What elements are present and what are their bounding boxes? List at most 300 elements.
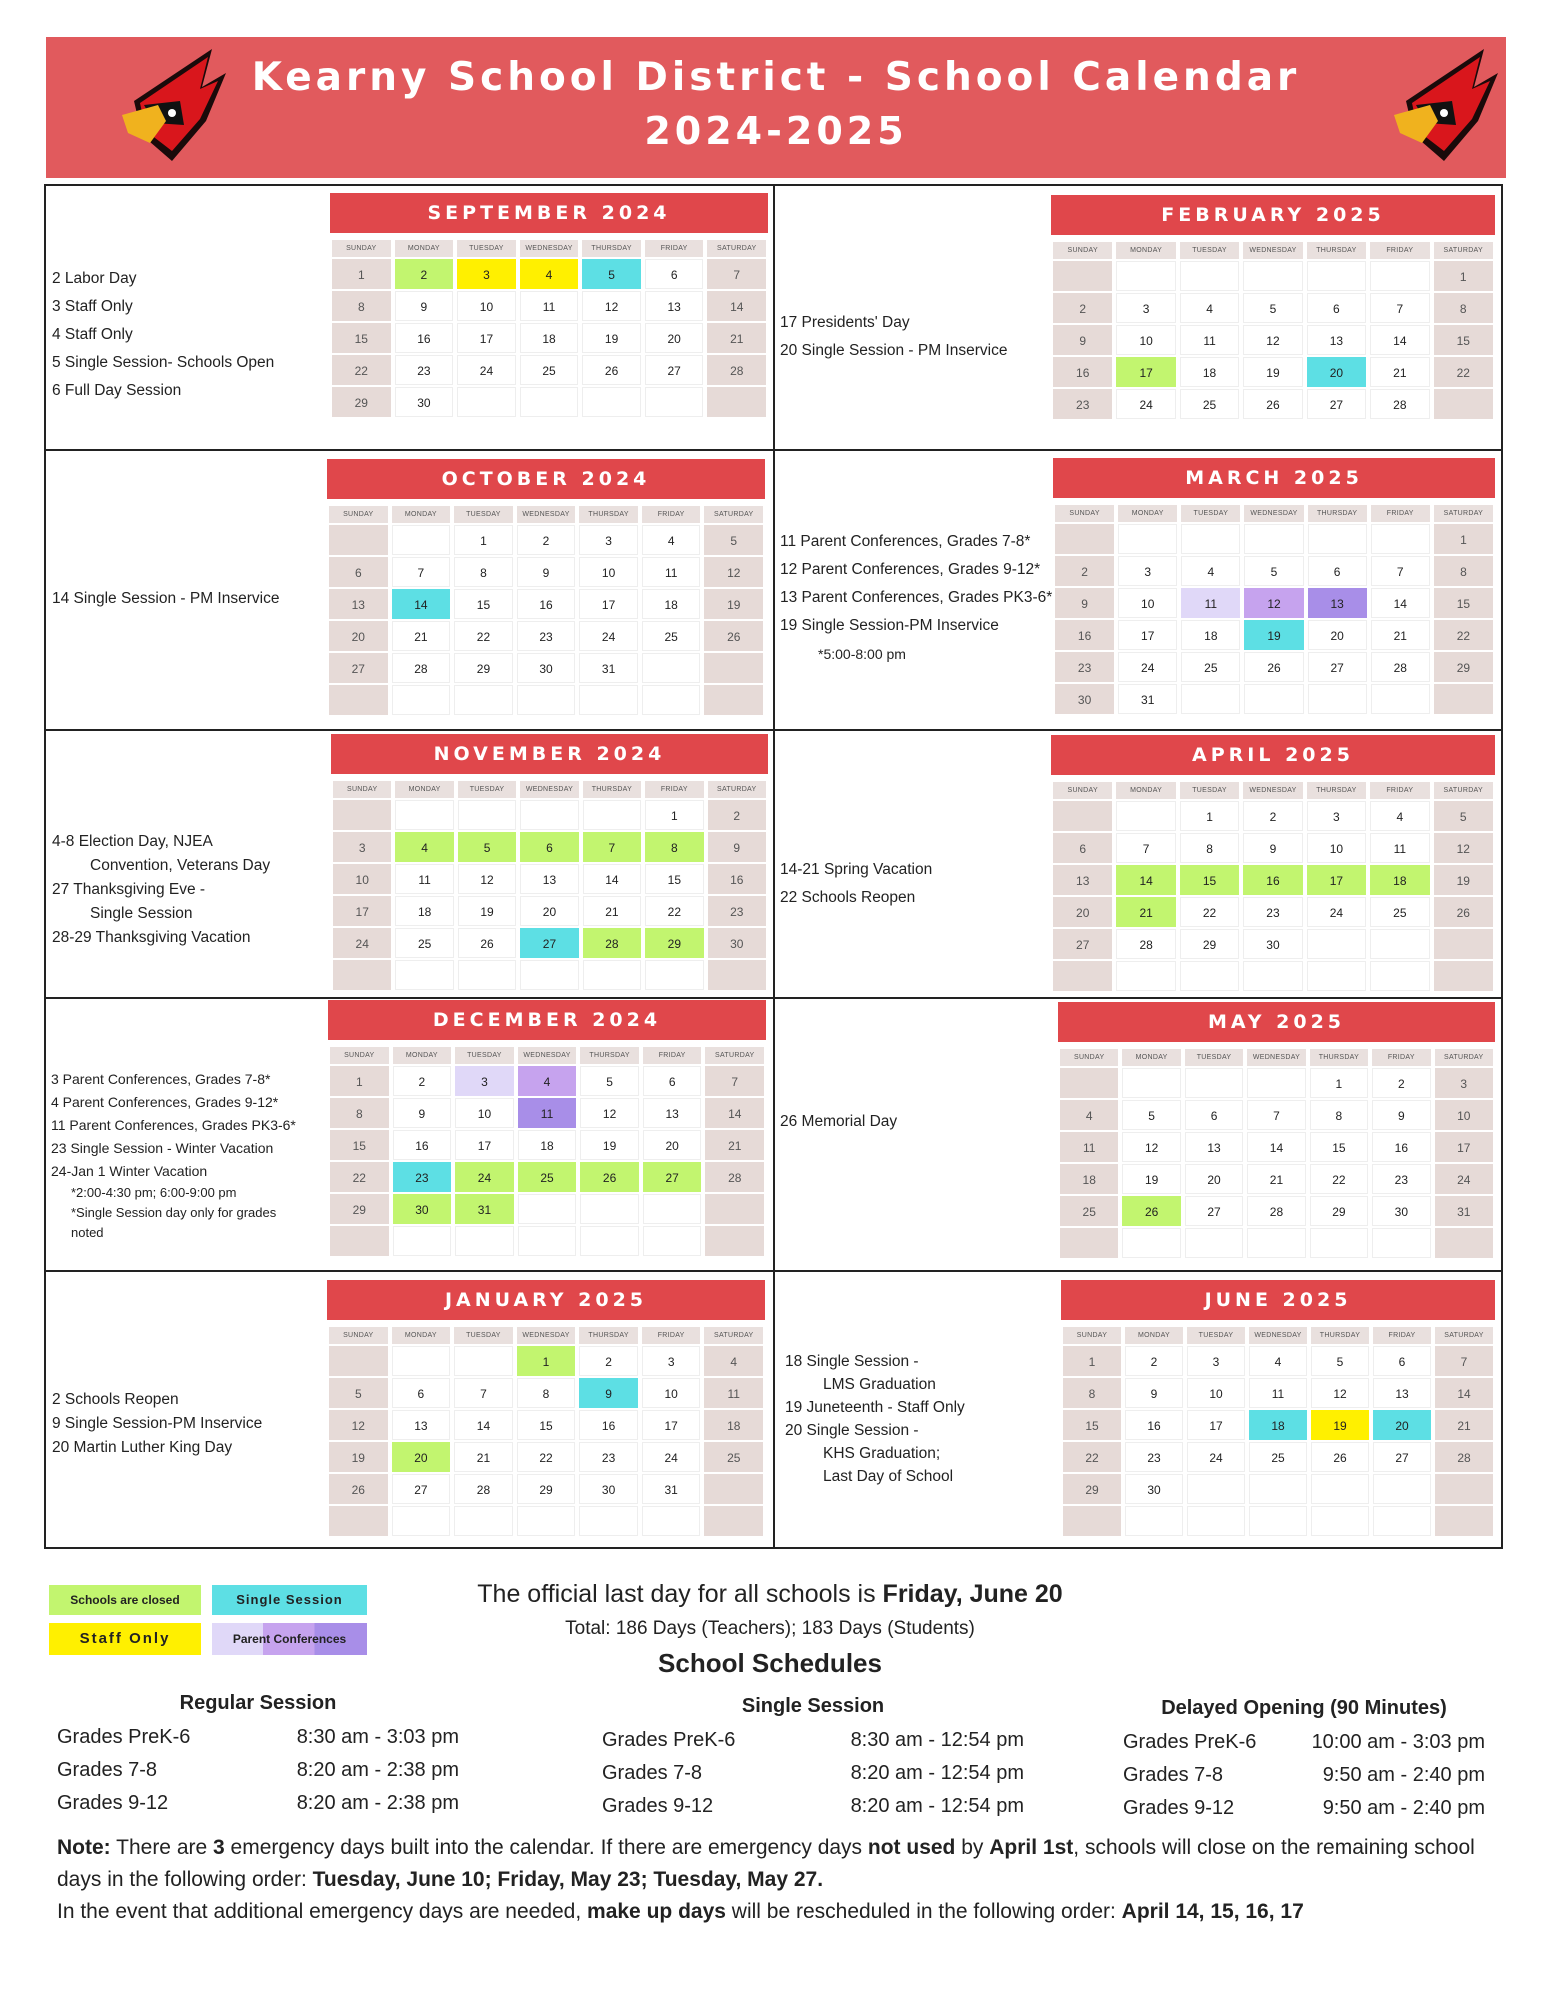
week-row — [330, 259, 768, 289]
note-line: *2:00-4:30 pm; 6:00-9:00 pm — [71, 1185, 237, 1200]
day-cell: 16 — [1243, 865, 1302, 895]
day-cell — [1247, 1068, 1305, 1098]
week-row — [1051, 357, 1495, 387]
week-row — [327, 1442, 765, 1472]
note-line: 2 Schools Reopen — [52, 1391, 179, 1408]
schedule-heading: Regular Session — [179, 1692, 337, 1714]
day-cell: 24 — [642, 1442, 701, 1472]
day-cell — [1053, 261, 1112, 291]
day-cell: 27 — [643, 1162, 702, 1192]
month-may-2025 — [1058, 1002, 1495, 1258]
day-cell: 26 — [1244, 652, 1303, 682]
day-cell — [1370, 929, 1429, 959]
day-cell: 11 — [642, 557, 701, 587]
weekday-label: TUESDAY — [454, 506, 513, 523]
day-cell: 8 — [1063, 1378, 1121, 1408]
day-cell: 25 — [1180, 389, 1239, 419]
day-cell — [1116, 261, 1175, 291]
day-cell: 7 — [583, 832, 641, 862]
day-cell — [705, 1194, 764, 1224]
day-cell: 2 — [1125, 1346, 1183, 1376]
day-cell: 25 — [1181, 652, 1240, 682]
week-row — [1053, 652, 1495, 682]
legend-pc-label: Parent Conferences — [232, 1632, 347, 1646]
day-cell: 25 — [518, 1162, 577, 1192]
day-cell — [329, 1506, 388, 1536]
day-cell: 7 — [1371, 556, 1430, 586]
day-cell: 29 — [330, 1194, 389, 1224]
day-cell: 3 — [642, 1346, 701, 1376]
weekday-label: FRIDAY — [642, 506, 701, 523]
day-cell: 10 — [642, 1378, 701, 1408]
day-cell — [1116, 801, 1175, 831]
day-cell: 12 — [1311, 1378, 1369, 1408]
weekday-label: SUNDAY — [329, 1327, 388, 1344]
weekday-label: TUESDAY — [1187, 1327, 1245, 1344]
day-cell: 18 — [1181, 620, 1240, 650]
day-cell: 24 — [333, 928, 391, 958]
note-bold: 3 — [213, 1836, 225, 1859]
day-cell: 21 — [1371, 620, 1430, 650]
day-cell: 1 — [1063, 1346, 1121, 1376]
weekday-label: SATURDAY — [1434, 505, 1493, 522]
day-cell: 8 — [330, 1098, 389, 1128]
note-line: noted — [71, 1225, 104, 1240]
week-row — [1053, 588, 1495, 618]
day-cell — [1435, 1506, 1493, 1536]
week-row — [331, 928, 768, 958]
week-row — [1058, 1132, 1495, 1162]
day-cell: 24 — [1187, 1442, 1245, 1472]
note-text: will be rescheduled in the following order: — [725, 1900, 1122, 1923]
week-row — [327, 1346, 765, 1376]
day-cell: 19 — [580, 1130, 639, 1160]
day-cell: 28 — [1116, 929, 1175, 959]
day-cell: 29 — [1063, 1474, 1121, 1504]
day-cell: 21 — [392, 621, 451, 651]
day-cell — [454, 1506, 513, 1536]
schedule-row — [57, 1754, 459, 1787]
day-cell: 12 — [1243, 325, 1302, 355]
day-cell — [642, 685, 701, 715]
day-cell: 23 — [1372, 1164, 1430, 1194]
day-cell — [1243, 261, 1302, 291]
day-cell: 10 — [1118, 588, 1177, 618]
day-cell: 29 — [1310, 1196, 1368, 1226]
day-cell — [704, 1506, 763, 1536]
day-cell: 29 — [454, 653, 513, 683]
day-cell: 15 — [517, 1410, 576, 1440]
day-cell: 21 — [707, 323, 766, 353]
day-cell: 21 — [454, 1442, 513, 1472]
note-line: 3 Staff Only — [52, 298, 133, 315]
week-row — [330, 355, 768, 385]
note-bold: not used — [867, 1836, 956, 1859]
day-cell: 18 — [1180, 357, 1239, 387]
day-cell: 17 — [333, 896, 391, 926]
week-row — [327, 653, 765, 683]
note-line: Single Session — [90, 905, 193, 922]
day-cell: 27 — [1185, 1196, 1243, 1226]
day-cell: 22 — [1180, 897, 1239, 927]
day-cell: 22 — [1434, 357, 1493, 387]
day-cell: 23 — [708, 896, 766, 926]
day-cell: 21 — [1116, 897, 1175, 927]
weekday-header-row — [328, 1047, 766, 1064]
day-cell: 16 — [579, 1410, 638, 1440]
day-cell: 28 — [1371, 652, 1430, 682]
day-cell: 13 — [1307, 325, 1366, 355]
day-cell: 19 — [1243, 357, 1302, 387]
day-cell: 16 — [1055, 620, 1114, 650]
weekday-label: MONDAY — [392, 506, 451, 523]
day-cell: 21 — [705, 1130, 764, 1160]
day-cell: 1 — [454, 525, 513, 555]
day-cell: 27 — [1308, 652, 1367, 682]
month-title: DECEMBER 2024 — [328, 1000, 766, 1040]
day-cell — [1307, 961, 1366, 991]
day-cell — [1249, 1474, 1307, 1504]
day-cell: 24 — [579, 621, 638, 651]
weekday-label: THURSDAY — [583, 781, 641, 798]
day-cell: 1 — [332, 259, 391, 289]
day-cell — [455, 1226, 514, 1256]
weekday-label: MONDAY — [1118, 505, 1177, 522]
day-cell: 18 — [395, 896, 453, 926]
day-cell: 26 — [1243, 389, 1302, 419]
day-cell: 20 — [645, 323, 704, 353]
notes-november — [52, 830, 270, 950]
schedule-row — [1123, 1726, 1485, 1759]
day-cell: 16 — [1053, 357, 1112, 387]
weekday-label: THURSDAY — [1311, 1327, 1369, 1344]
day-cell: 22 — [1310, 1164, 1368, 1194]
weekday-label: SATURDAY — [705, 1047, 764, 1064]
note-text: by — [955, 1836, 990, 1859]
day-cell: 31 — [642, 1474, 701, 1504]
day-cell: 16 — [708, 864, 766, 894]
day-cell: 20 — [392, 1442, 451, 1472]
weekday-label: THURSDAY — [579, 1327, 638, 1344]
day-cell: 16 — [1372, 1132, 1430, 1162]
day-cell: 13 — [643, 1098, 702, 1128]
month-october-2024 — [327, 459, 765, 715]
schedule-row — [1123, 1759, 1485, 1792]
note-line: 9 Single Session-PM Inservice — [52, 1415, 263, 1432]
day-cell: 5 — [1122, 1100, 1180, 1130]
day-cell: 27 — [1307, 389, 1366, 419]
day-cell: 13 — [1373, 1378, 1431, 1408]
day-cell: 14 — [1371, 588, 1430, 618]
day-cell — [1063, 1506, 1121, 1536]
day-cell: 19 — [704, 589, 763, 619]
schedule-heading: Single Session — [741, 1695, 885, 1717]
week-row — [1061, 1474, 1495, 1504]
day-cell — [643, 1194, 702, 1224]
day-cell — [392, 1506, 451, 1536]
day-cell: 12 — [704, 557, 763, 587]
day-cell: 8 — [1180, 833, 1239, 863]
day-cell — [1308, 684, 1367, 714]
week-row — [327, 589, 765, 619]
weekday-label: SATURDAY — [1435, 1327, 1493, 1344]
day-cell: 17 — [579, 589, 638, 619]
day-cell: 9 — [1125, 1378, 1183, 1408]
note-line: 20 Martin Luther King Day — [52, 1439, 233, 1456]
day-cell — [1311, 1506, 1369, 1536]
weekday-label: SUNDAY — [333, 781, 391, 798]
day-cell — [583, 960, 641, 990]
month-june-2025 — [1061, 1280, 1495, 1536]
weekday-label: TUESDAY — [454, 1327, 513, 1344]
day-cell: 9 — [1055, 588, 1114, 618]
day-cell: 19 — [458, 896, 516, 926]
day-cell: 4 — [1249, 1346, 1307, 1376]
day-cell: 14 — [1370, 325, 1429, 355]
schedule-row — [602, 1724, 1024, 1757]
day-cell — [1244, 684, 1303, 714]
day-cell: 28 — [392, 653, 451, 683]
day-cell: 2 — [708, 800, 766, 830]
day-cell: 6 — [1373, 1346, 1431, 1376]
day-cell: 14 — [454, 1410, 513, 1440]
day-cell: 29 — [1434, 652, 1493, 682]
day-cell: 26 — [1122, 1196, 1180, 1226]
day-cell: 25 — [520, 355, 579, 385]
week-row — [328, 1226, 766, 1256]
week-row — [1061, 1506, 1495, 1536]
week-row — [1051, 325, 1495, 355]
weekday-header-row — [1051, 242, 1495, 259]
day-cell: 17 — [1187, 1410, 1245, 1440]
note-line: 4-8 Election Day, NJEA — [52, 833, 213, 850]
weekday-label: SATURDAY — [1435, 1049, 1493, 1066]
day-cell: 12 — [582, 291, 641, 321]
day-cell: 4 — [642, 525, 701, 555]
day-cell — [1122, 1228, 1180, 1258]
day-cell — [1435, 1228, 1493, 1258]
day-cell — [1187, 1474, 1245, 1504]
schedule-grade: Grades 9-12 — [1123, 1797, 1235, 1819]
day-cell: 11 — [1249, 1378, 1307, 1408]
day-cell: 30 — [1243, 929, 1302, 959]
day-cell: 25 — [1370, 897, 1429, 927]
day-cell — [520, 387, 579, 417]
day-cell: 15 — [1434, 325, 1493, 355]
note-line: 20 Single Session - — [785, 1422, 919, 1439]
day-cell — [457, 387, 516, 417]
day-cell — [1435, 1474, 1493, 1504]
grid-divider-vertical — [773, 184, 775, 1549]
day-cell: 9 — [517, 557, 576, 587]
day-cell: 27 — [329, 653, 388, 683]
day-cell: 27 — [392, 1474, 451, 1504]
weekday-label: TUESDAY — [1180, 242, 1239, 259]
week-row — [327, 525, 765, 555]
day-cell: 5 — [704, 525, 763, 555]
day-cell: 17 — [457, 323, 516, 353]
day-cell — [333, 800, 391, 830]
day-cell: 5 — [329, 1378, 388, 1408]
week-row — [330, 291, 768, 321]
day-cell: 26 — [1311, 1442, 1369, 1472]
day-cell: 14 — [1247, 1132, 1305, 1162]
day-cell — [704, 1474, 763, 1504]
day-cell — [1373, 1474, 1431, 1504]
day-cell: 2 — [393, 1066, 452, 1096]
month-november-2024 — [331, 734, 768, 990]
day-cell — [330, 1226, 389, 1256]
note-line: 23 Single Session - Winter Vacation — [51, 1140, 274, 1156]
day-cell: 23 — [1055, 652, 1114, 682]
day-cell: 7 — [392, 557, 451, 587]
day-cell: 5 — [582, 259, 641, 289]
day-cell: 29 — [645, 928, 703, 958]
day-cell: 30 — [1125, 1474, 1183, 1504]
notes-june — [785, 1350, 965, 1488]
weekday-label: FRIDAY — [642, 1327, 701, 1344]
weekday-label: THURSDAY — [1310, 1049, 1368, 1066]
schedule-grade: Grades PreK-6 — [1123, 1731, 1257, 1753]
day-cell: 7 — [705, 1066, 764, 1096]
day-cell — [643, 1226, 702, 1256]
week-row — [328, 1098, 766, 1128]
legend-closed-label: Schools are closed — [70, 1593, 180, 1607]
day-cell: 11 — [1060, 1132, 1118, 1162]
month-title: MARCH 2025 — [1053, 458, 1495, 498]
day-cell: 7 — [454, 1378, 513, 1408]
note-line: 5 Single Session- Schools Open — [52, 354, 275, 371]
grid-divider — [44, 729, 1503, 731]
weekday-header-row — [327, 1327, 765, 1344]
day-cell — [1180, 261, 1239, 291]
week-row — [331, 864, 768, 894]
week-row — [1051, 293, 1495, 323]
weekday-label: MONDAY — [395, 781, 453, 798]
schedule-row — [602, 1757, 1024, 1790]
day-cell: 3 — [457, 259, 516, 289]
schedule-time: 8:20 am - 12:54 pm — [850, 1762, 1024, 1784]
weekday-label: THURSDAY — [1307, 782, 1366, 799]
day-cell — [517, 685, 576, 715]
day-cell — [1181, 684, 1240, 714]
note-line: KHS Graduation; — [823, 1445, 941, 1462]
day-cell: 6 — [392, 1378, 451, 1408]
weekday-header-row — [327, 506, 765, 523]
last-day-prefix: The official last day for all schools is — [477, 1580, 883, 1608]
day-cell: 27 — [1373, 1442, 1431, 1472]
day-cell: 19 — [1434, 865, 1493, 895]
weekday-label: SUNDAY — [1063, 1327, 1121, 1344]
day-cell: 4 — [1180, 293, 1239, 323]
day-cell — [1053, 801, 1112, 831]
note-line: *5:00-8:00 pm — [818, 646, 906, 662]
weekday-label: THURSDAY — [580, 1047, 639, 1064]
day-cell — [642, 1506, 701, 1536]
day-cell: 28 — [1247, 1196, 1305, 1226]
day-cell: 1 — [1310, 1068, 1368, 1098]
weekday-label: MONDAY — [1122, 1049, 1180, 1066]
day-cell: 7 — [1370, 293, 1429, 323]
weekday-label: WEDNESDAY — [518, 1047, 577, 1064]
day-cell: 21 — [1370, 357, 1429, 387]
day-cell: 26 — [582, 355, 641, 385]
day-cell: 3 — [333, 832, 391, 862]
day-cell: 9 — [395, 291, 454, 321]
week-row — [1051, 801, 1495, 831]
day-cell — [1370, 261, 1429, 291]
last-day-date: Friday, June 20 — [882, 1580, 1063, 1608]
weekday-header-row — [1053, 505, 1495, 522]
day-cell — [583, 800, 641, 830]
weekday-header-row — [331, 781, 768, 798]
day-cell: 22 — [332, 355, 391, 385]
day-cell: 29 — [517, 1474, 576, 1504]
day-cell: 17 — [455, 1130, 514, 1160]
day-cell: 6 — [645, 259, 704, 289]
month-march-2025 — [1053, 458, 1495, 714]
week-row — [327, 621, 765, 651]
day-cell — [1122, 1068, 1180, 1098]
day-cell — [1370, 961, 1429, 991]
day-cell: 10 — [1116, 325, 1175, 355]
day-cell: 1 — [330, 1066, 389, 1096]
day-cell: 25 — [1249, 1442, 1307, 1472]
day-cell: 30 — [1372, 1196, 1430, 1226]
week-row — [331, 800, 768, 830]
week-row — [1061, 1346, 1495, 1376]
day-cell: 18 — [520, 323, 579, 353]
day-cell: 20 — [1185, 1164, 1243, 1194]
week-row — [331, 896, 768, 926]
note-line: LMS Graduation — [823, 1376, 936, 1393]
schedule-time: 8:30 am - 12:54 pm — [850, 1729, 1024, 1751]
day-cell: 1 — [517, 1346, 576, 1376]
day-cell: 27 — [520, 928, 578, 958]
week-row — [1058, 1100, 1495, 1130]
weekday-label: THURSDAY — [582, 240, 641, 257]
note-line: 28-29 Thanksgiving Vacation — [52, 929, 251, 946]
day-cell: 9 — [1243, 833, 1302, 863]
schedule-grade: Grades PreK-6 — [602, 1729, 736, 1751]
day-cell: 22 — [454, 621, 513, 651]
day-cell: 1 — [645, 800, 703, 830]
day-cell: 13 — [520, 864, 578, 894]
day-cell — [329, 525, 388, 555]
day-cell: 11 — [518, 1098, 577, 1128]
day-cell: 23 — [579, 1442, 638, 1472]
week-row — [1051, 865, 1495, 895]
day-cell: 1 — [1434, 524, 1493, 554]
day-cell: 27 — [645, 355, 704, 385]
day-cell: 22 — [645, 896, 703, 926]
day-cell — [704, 685, 763, 715]
day-cell: 6 — [520, 832, 578, 862]
legend-staff — [49, 1623, 201, 1655]
day-cell: 7 — [1247, 1100, 1305, 1130]
day-cell: 24 — [455, 1162, 514, 1192]
day-cell: 9 — [1372, 1100, 1430, 1130]
week-row — [327, 1410, 765, 1440]
day-cell: 1 — [1180, 801, 1239, 831]
day-cell — [1308, 524, 1367, 554]
day-cell: 12 — [1244, 588, 1303, 618]
day-cell: 14 — [707, 291, 766, 321]
schedule-time: 8:20 am - 2:38 pm — [296, 1759, 459, 1781]
weekday-label: SUNDAY — [1055, 505, 1114, 522]
day-cell: 20 — [329, 621, 388, 651]
note-line: 4 Parent Conferences, Grades 9-12* — [51, 1094, 279, 1110]
